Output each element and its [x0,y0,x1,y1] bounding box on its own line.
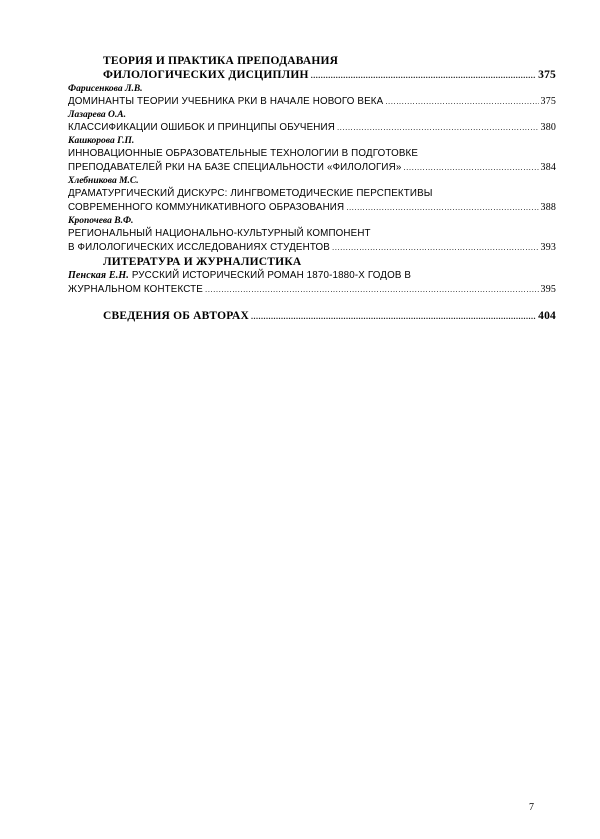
entry-title-line [68,161,556,175]
page-ref: 404 [538,310,556,322]
section-title-text: СВЕДЕНИЯ ОБ АВТОРАХ [103,310,249,322]
entry-title-line [68,283,556,297]
page-ref: 380 [540,122,556,133]
entry-title-line [68,95,556,109]
section-title-teaching [68,54,556,83]
toc-entry [68,175,556,215]
dot-leader [251,309,536,324]
page-ref: 375 [538,69,556,81]
page-number: 7 [529,802,534,813]
page-ref: 393 [540,242,556,253]
table-of-contents [68,54,556,324]
entry-title-line [68,241,556,255]
section-title-line-with-page [103,68,556,83]
entry-title-text: ЖУРНАЛЬНОМ КОНТЕКСТЕ [68,284,203,295]
entry-author: Кропочева В.Ф. [68,216,134,226]
entry-author: Хлебникова М.С. [68,176,139,186]
toc-entry [68,135,556,175]
toc-entry [68,109,556,135]
page-ref: 388 [540,202,556,213]
entry-title-line [68,269,556,283]
section-title-literature: ЛИТЕРАТУРА И ЖУРНАЛИСТИКА [103,256,302,268]
page-ref: 375 [540,96,556,107]
entry-title-text: В ФИЛОЛОГИЧЕСКИХ ИССЛЕДОВАНИЯХ СТУДЕНТОВ [68,242,330,253]
dot-leader [403,161,538,175]
dot-leader [346,201,538,215]
toc-entry [68,269,556,297]
page-ref: 395 [540,284,556,295]
dot-leader [332,241,539,255]
entry-author: Лазарева О.А. [68,110,126,120]
section-title-line: ФИЛОЛОГИЧЕСКИХ ДИСЦИПЛИН [103,69,309,81]
toc-entry [68,215,556,255]
entry-title-text: ИННОВАЦИОННЫЕ ОБРАЗОВАТЕЛЬНЫЕ ТЕХНОЛОГИИ В ПОДГОТОВКЕ [68,148,419,159]
entry-title-text: РУССКИЙ ИСТОРИЧЕСКИЙ РОМАН 1870-1880-Х ГОДОВ В [131,270,412,281]
entry-author: Фарисенкова Л.В. [68,84,143,94]
section-title-line: ТЕОРИЯ И ПРАКТИКА ПРЕПОДАВАНИЯ [103,55,339,67]
entry-title-text: СОВРЕМЕННОГО КОММУНИКАТИВНОГО ОБРАЗОВАНИЯ [68,202,345,213]
toc-entry [68,83,556,109]
entry-title-text: КЛАССИФИКАЦИИ ОШИБОК И ПРИНЦИПЫ ОБУЧЕНИЯ [68,122,335,133]
entry-title-text: РЕГИОНАЛЬНЫЙ НАЦИОНАЛЬНО-КУЛЬТУРНЫЙ КОМПОНЕНТ [68,228,371,239]
dot-leader [337,121,539,135]
entry-author: Пенская Е.Н. [68,270,129,281]
entry-author: Кашкорова Г.П. [68,136,135,146]
entry-title-text: ПРЕПОДАВАТЕЛЕЙ РКИ НА БАЗЕ СПЕЦИАЛЬНОСТИ «ФИЛОЛОГИЯ» [68,162,402,173]
section-title-authors [68,309,556,324]
dot-leader [205,283,539,297]
entry-title-line [68,121,556,135]
entry-title-text: ДОМИНАНТЫ ТЕОРИИ УЧЕБНИКА РКИ В НАЧАЛЕ НОВОГО ВЕКА [68,96,384,107]
page-ref: 384 [540,162,556,173]
entry-title-text: ДРАМАТУРГИЧЕСКИЙ ДИСКУРС: ЛИНГВОМЕТОДИЧЕСКИЕ ПЕРСПЕКТИВЫ [68,188,433,199]
dot-leader [311,68,536,83]
entry-title-line [68,201,556,215]
dot-leader [385,95,538,109]
